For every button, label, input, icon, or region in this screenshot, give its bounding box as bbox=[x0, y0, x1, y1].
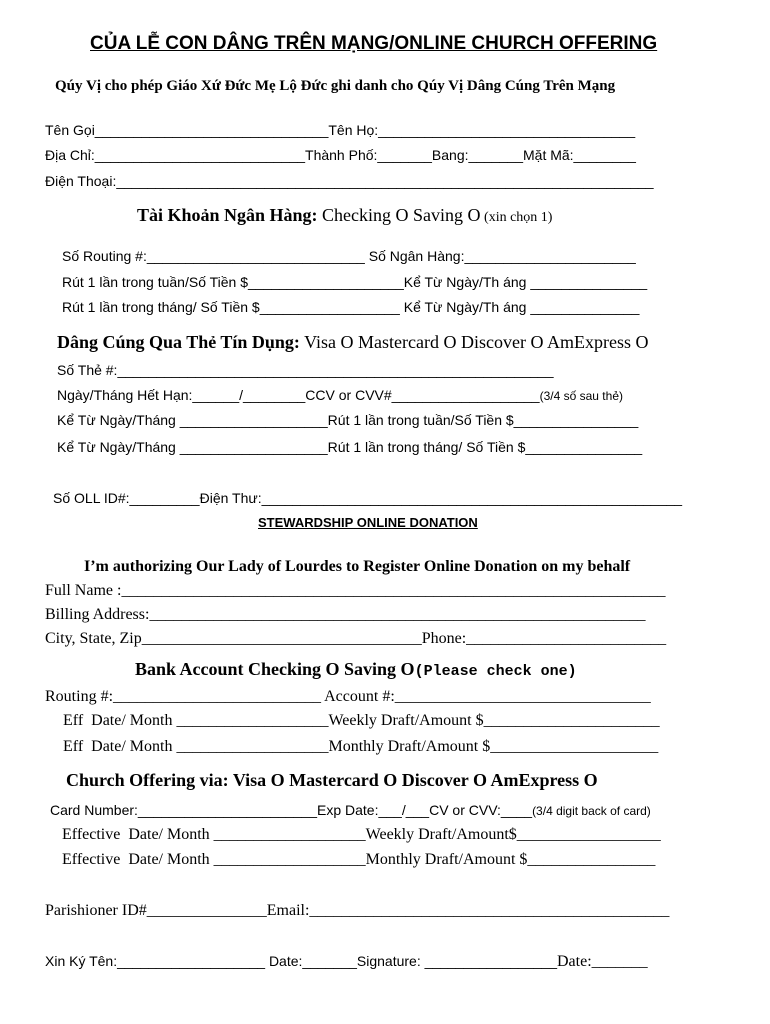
vn-name-line: Tên Gọi______________________________Tên Họ:_________________________________ bbox=[45, 122, 636, 138]
en-weekly-line: Eff Date/ Month ___________________Weekly Draft/Amount $______________________ bbox=[63, 712, 660, 729]
vn-id-email-line: Số OLL ID#:_________Điện Thư:______________________________________________________ bbox=[53, 490, 683, 506]
signature-row bbox=[45, 954, 648, 970]
en-card-heading: Church Offering via: Visa O Mastercard O Discover O AmExpress O bbox=[66, 770, 598, 790]
vn-routing-line: Số Routing #:____________________________ Số Ngân Hàng:______________________ bbox=[62, 248, 636, 264]
en-card-number-line: Card Number:_______________________Exp Date:___/___CV or CVV:____ bbox=[50, 802, 533, 818]
vn-card-monthly-line: Kể Từ Ngày/Tháng ___________________Rút 1 lần trong tháng/ Số Tiền $_______________ bbox=[57, 439, 643, 455]
en-authorize-line: I’m authorizing Our Lady of Lourdes to Register Online Donation on my behalf bbox=[84, 558, 631, 575]
vn-phone-line: Điện Thoại:_____________________________________________________________________ bbox=[45, 173, 654, 189]
en-card-monthly-line: Effective Date/ Month ___________________Monthly Draft/Amount $________________ bbox=[62, 851, 656, 868]
en-billing-line: Billing Address:______________________________________________________________ bbox=[45, 606, 646, 623]
vn-card-heading: Dâng Cúng Qua Thẻ Tín Dụng: bbox=[57, 332, 300, 352]
en-parishioner-line: Parishioner ID#_______________Email:_____________________________________________ bbox=[45, 902, 670, 919]
vn-bank-heading-row bbox=[137, 206, 552, 225]
en-full-name-line: Full Name :____________________________________________________________________ bbox=[45, 582, 666, 599]
en-monthly-line: Eff Date/ Month ___________________Monthly Draft/Amount $_____________________ bbox=[63, 738, 659, 755]
signature-date: Date:_______ bbox=[556, 953, 648, 970]
vn-bank-note: (xin chọn 1) bbox=[480, 210, 553, 225]
vn-bank-heading: Tài Khoản Ngân Hàng: bbox=[137, 205, 318, 225]
vn-card-heading-row bbox=[57, 333, 648, 351]
en-bank-heading-row bbox=[135, 660, 577, 679]
vn-subtitle: Qúy Vị cho phép Giáo Xứ Đức Mẹ Lộ Đức ghi danh cho Qúy Vị Dâng Cúng Trên Mạng bbox=[55, 78, 616, 94]
en-section-title: STEWARDSHIP ONLINE DONATION bbox=[258, 515, 478, 530]
vn-expiry-row bbox=[57, 388, 623, 402]
vn-card-options: Visa O Mastercard O Discover O AmExpress O bbox=[299, 332, 649, 352]
en-city-line: City, State, Zip___________________________________Phone:_________________________ bbox=[45, 630, 667, 647]
en-routing-line: Routing #:__________________________ Account #:________________________________ bbox=[45, 688, 651, 705]
vn-card-number-line: Số Thẻ #:________________________________________________________ bbox=[57, 362, 554, 378]
en-card-number-note: (3/4 digit back of card) bbox=[532, 804, 651, 818]
vn-expiry-note: (3/4 số sau thẻ) bbox=[539, 389, 623, 403]
signature-line: Xin Ký Tên:___________________ Date:_______Signature: _________________ bbox=[45, 953, 557, 969]
vn-monthly-line: Rút 1 lần trong tháng/ Số Tiền $__________________ Kể Từ Ngày/Th áng ______________ bbox=[62, 299, 640, 315]
vn-address-line: Địa Chỉ:___________________________Thành Phố:_______Bang:_______Mặt Mã:________ bbox=[45, 147, 636, 163]
vn-weekly-line: Rút 1 lần trong tuần/Số Tiền $____________________Kể Từ Ngày/Th áng _______________ bbox=[62, 274, 648, 290]
en-card-weekly-line: Effective Date/ Month ___________________Weekly Draft/Amount$__________________ bbox=[62, 826, 661, 843]
vn-bank-options: Checking O Saving O bbox=[317, 205, 481, 225]
form-title: CỦA LỄ CON DÂNG TRÊN MẠNG/ONLINE CHURCH OFFERING bbox=[90, 33, 658, 54]
vn-expiry-line: Ngày/Tháng Hết Hạn:______/________CCV or CVV#___________________ bbox=[57, 387, 540, 403]
en-bank-heading: Bank Account Checking O Saving O bbox=[135, 659, 415, 679]
en-bank-note: (Please check one) bbox=[414, 663, 577, 680]
en-card-number-row bbox=[50, 803, 651, 817]
vn-card-weekly-line: Kể Từ Ngày/Tháng ___________________Rút 1 lần trong tuần/Số Tiền $________________ bbox=[57, 412, 639, 428]
